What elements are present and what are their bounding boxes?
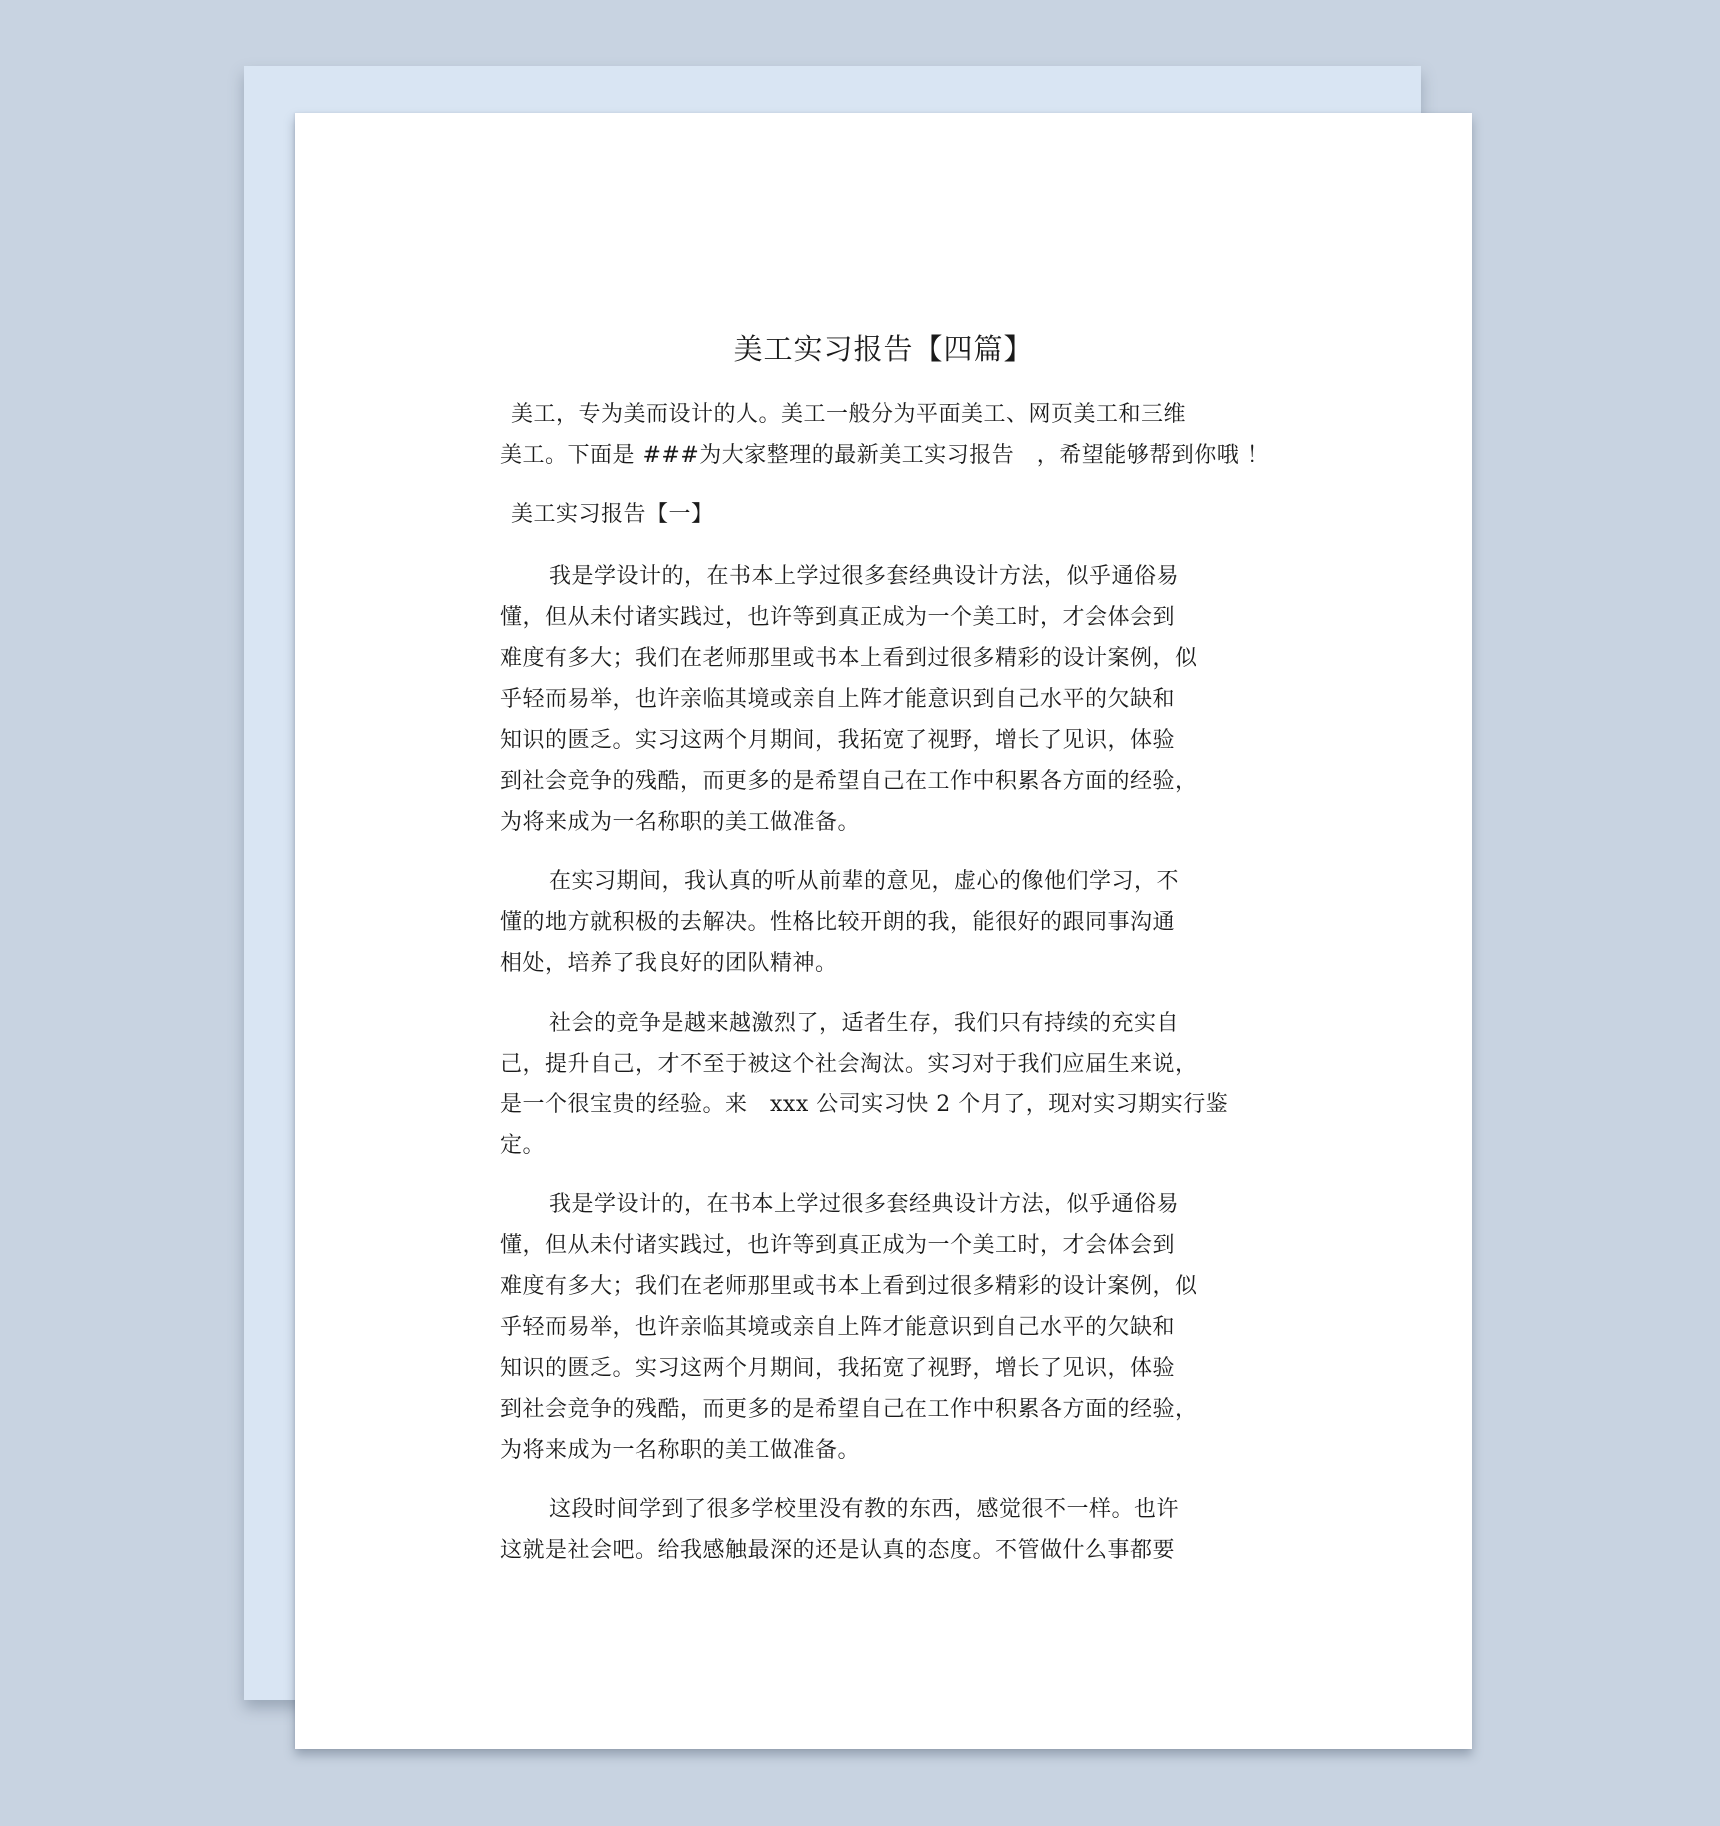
front-page-sheet xyxy=(295,113,1472,1749)
document-title: 美工实习报告【四篇】 xyxy=(733,332,1034,366)
paragraph-line: 乎轻而易举，也许亲临其境或亲自上阵才能意识到自己水平的欠缺和 xyxy=(500,687,1176,712)
paragraph-line: 相处，培养了我良好的团队精神。 xyxy=(500,951,838,976)
paragraph-line: 乎轻而易举，也许亲临其境或亲自上阵才能意识到自己水平的欠缺和 xyxy=(500,1315,1176,1340)
intro-line: 美工，专为美而设计的人。美工一般分为平面美工、网页美工和三维 xyxy=(511,402,1187,427)
paragraph-line: 我是学设计的，在书本上学过很多套经典设计方法，似乎通俗易 xyxy=(549,564,1180,589)
paragraph-line: 这就是社会吧。给我感触最深的还是认真的态度。不管做什么事都要 xyxy=(500,1538,1176,1563)
paragraph-line: 到社会竞争的残酷，而更多的是希望自己在工作中积累各方面的经验， xyxy=(500,1397,1198,1422)
paragraph-line: 是一个很宝贵的经验。来 xxx 公司实习快 2 个月了，现对实习期实行鉴 xyxy=(500,1092,1229,1117)
paragraph-line: 难度有多大；我们在老师那里或书本上看到过很多精彩的设计案例，似 xyxy=(500,646,1198,671)
paragraph-line: 定。 xyxy=(500,1133,546,1158)
document-body xyxy=(295,113,1472,1749)
paragraph-line: 为将来成为一名称职的美工做准备。 xyxy=(500,810,861,835)
intro-line: 美工。下面是 ###为大家整理的最新美工实习报告 ，希望能够帮到你哦 ！ xyxy=(500,443,1270,468)
paragraph-line: 懂的地方就积极的去解决。性格比较开朗的我，能很好的跟同事沟通 xyxy=(500,910,1176,935)
section-heading: 美工实习报告【一】 xyxy=(511,502,714,527)
paragraph-line: 难度有多大；我们在老师那里或书本上看到过很多精彩的设计案例，似 xyxy=(500,1274,1198,1299)
paragraph-line: 知识的匮乏。实习这两个月期间，我拓宽了视野，增长了见识，体验 xyxy=(500,728,1176,753)
paragraph-line: 到社会竞争的残酷，而更多的是希望自己在工作中积累各方面的经验， xyxy=(500,769,1198,794)
paragraph-line: 知识的匮乏。实习这两个月期间，我拓宽了视野，增长了见识，体验 xyxy=(500,1356,1176,1381)
paragraph-line: 为将来成为一名称职的美工做准备。 xyxy=(500,1438,861,1463)
paragraph-line: 我是学设计的，在书本上学过很多套经典设计方法，似乎通俗易 xyxy=(549,1192,1180,1217)
paragraph-line: 懂，但从未付诸实践过，也许等到真正成为一个美工时，才会体会到 xyxy=(500,1233,1176,1258)
paragraph-line: 这段时间学到了很多学校里没有教的东西，感觉很不一样。也许 xyxy=(549,1497,1180,1522)
paragraph-line: 己，提升自己，才不至于被这个社会淘汰。实习对于我们应届生来说， xyxy=(500,1052,1198,1077)
paragraph-line: 在实习期间，我认真的听从前辈的意见，虚心的像他们学习，不 xyxy=(549,869,1180,894)
paragraph-line: 社会的竞争是越来越激烈了，适者生存，我们只有持续的充实自 xyxy=(549,1011,1180,1036)
paragraph-line: 懂，但从未付诸实践过，也许等到真正成为一个美工时，才会体会到 xyxy=(500,605,1176,630)
